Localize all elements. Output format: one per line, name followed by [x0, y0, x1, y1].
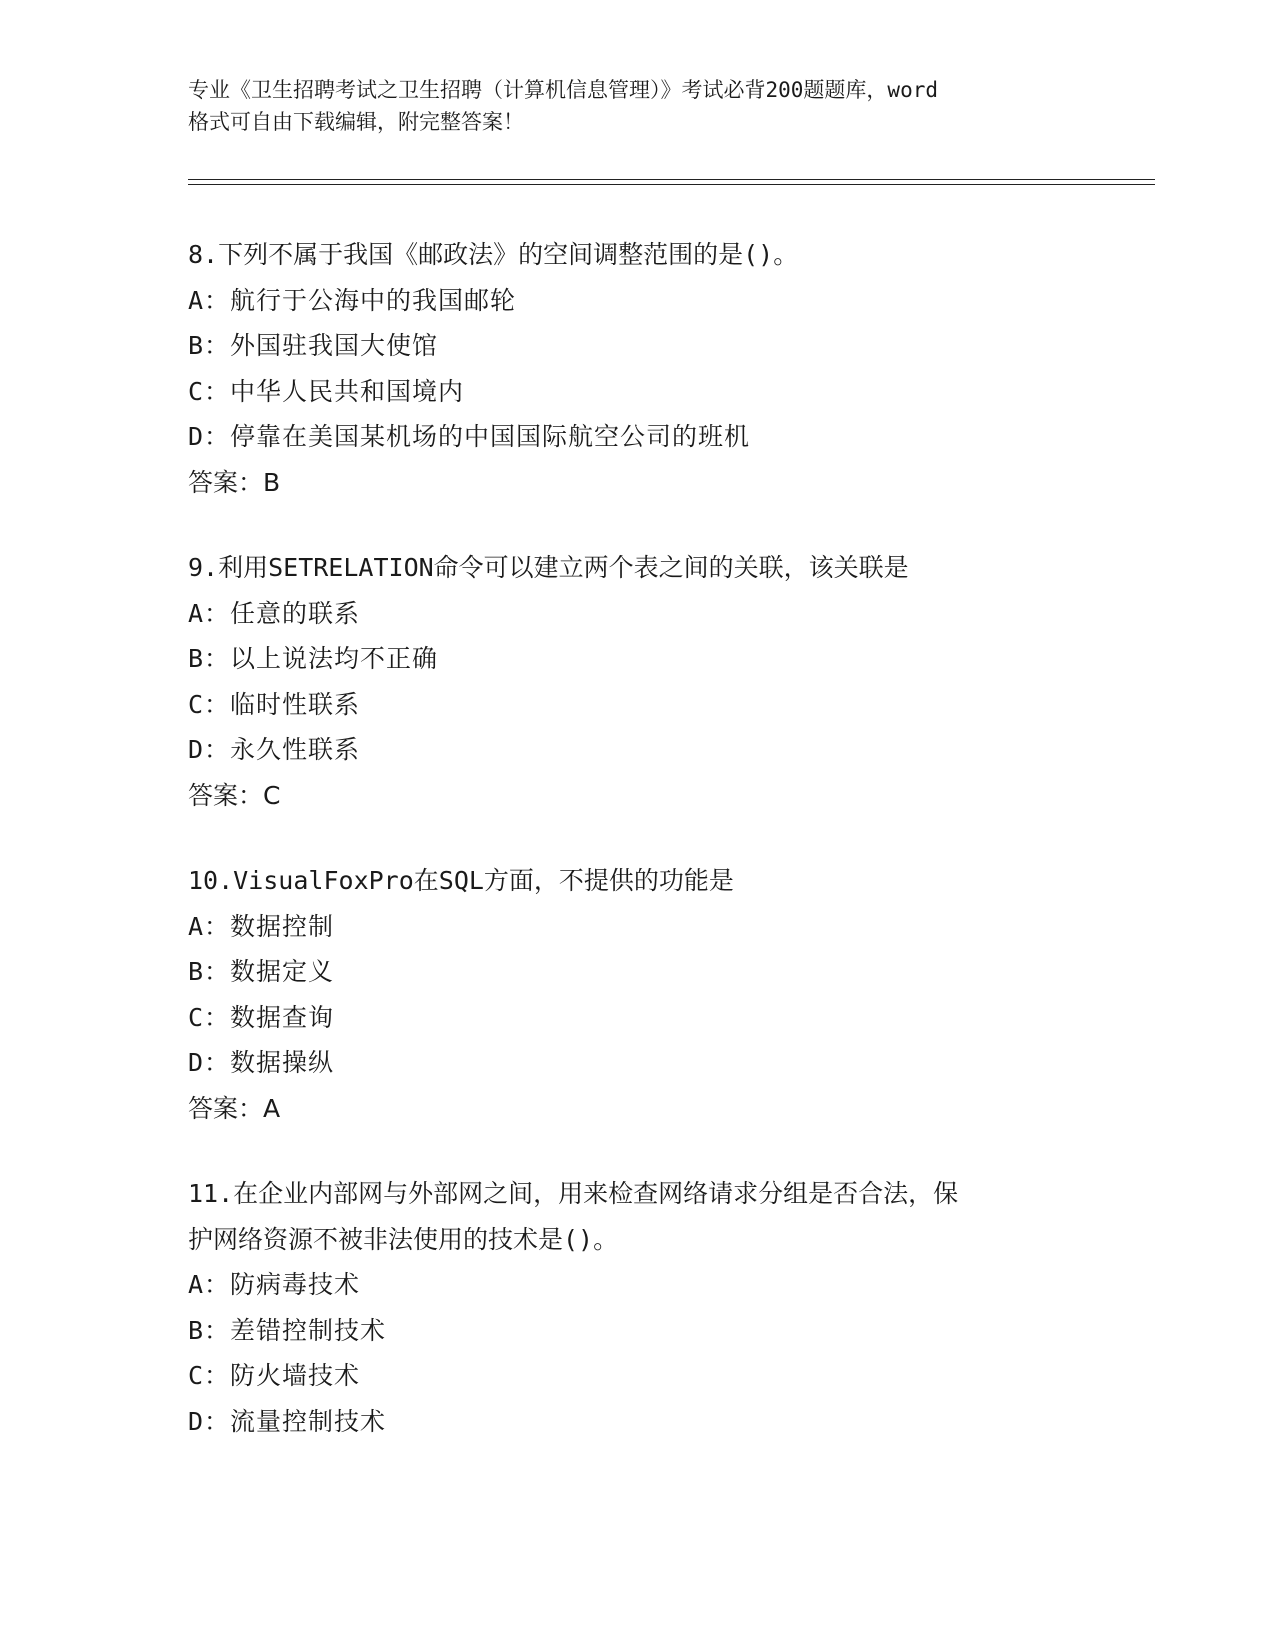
option-a: A：数据控制 — [188, 911, 335, 941]
question-10 — [188, 858, 1088, 1131]
option-d: D：停靠在美国某机场的中国国际航空公司的班机 — [188, 422, 751, 451]
header-rule-bottom — [188, 184, 1155, 185]
option-b: B：外国驻我国大使馆 — [188, 331, 439, 360]
option-d: D：数据操纵 — [188, 1048, 335, 1077]
question-stem: 10.VisualFoxPro在SQL方面，不提供的功能是 — [188, 866, 734, 895]
option-b: B：数据定义 — [188, 957, 335, 986]
option-c: C：临时性联系 — [188, 689, 361, 719]
question-8 — [188, 232, 1088, 505]
answer-line: 答案：C — [188, 780, 281, 810]
option-d: D：流量控制技术 — [188, 1406, 387, 1436]
header-rule-top — [188, 179, 1155, 180]
question-stem-line-1: 11.在企业内部网与外部网之间，用来检查网络请求分组是否合法，保 — [188, 1179, 959, 1208]
question-stem: 9.利用SETRELATION命令可以建立两个表之间的关联，该关联是 — [188, 553, 909, 582]
answer-line: 答案：A — [188, 1093, 281, 1123]
header-line-2: 格式可自由下载编辑，附完整答案！ — [188, 110, 524, 134]
option-b: B：以上说法均不正确 — [188, 644, 439, 673]
question-9 — [188, 545, 1088, 818]
option-b: B：差错控制技术 — [188, 1315, 387, 1345]
option-a: A：航行于公海中的我国邮轮 — [188, 285, 517, 315]
question-stem: 8.下列不属于我国《邮政法》的空间调整范围的是()。 — [188, 240, 799, 269]
option-c: C：防火墙技术 — [188, 1361, 361, 1390]
option-d: D：永久性联系 — [188, 735, 361, 764]
question-11 — [188, 1171, 1088, 1444]
header-line-1: 专业《卫生招聘考试之卫生招聘（计算机信息管理）》考试必背200题题库，word — [188, 78, 938, 102]
question-list — [188, 232, 1088, 1484]
option-a: A：防病毒技术 — [188, 1270, 361, 1299]
option-a: A：任意的联系 — [188, 598, 361, 628]
document-header — [188, 74, 1088, 138]
option-c: C：中华人民共和国境内 — [188, 376, 465, 406]
option-c: C：数据查询 — [188, 1002, 335, 1032]
answer-line: 答案：B — [188, 467, 281, 497]
question-stem-line-2: 护网络资源不被非法使用的技术是()。 — [188, 1224, 619, 1254]
